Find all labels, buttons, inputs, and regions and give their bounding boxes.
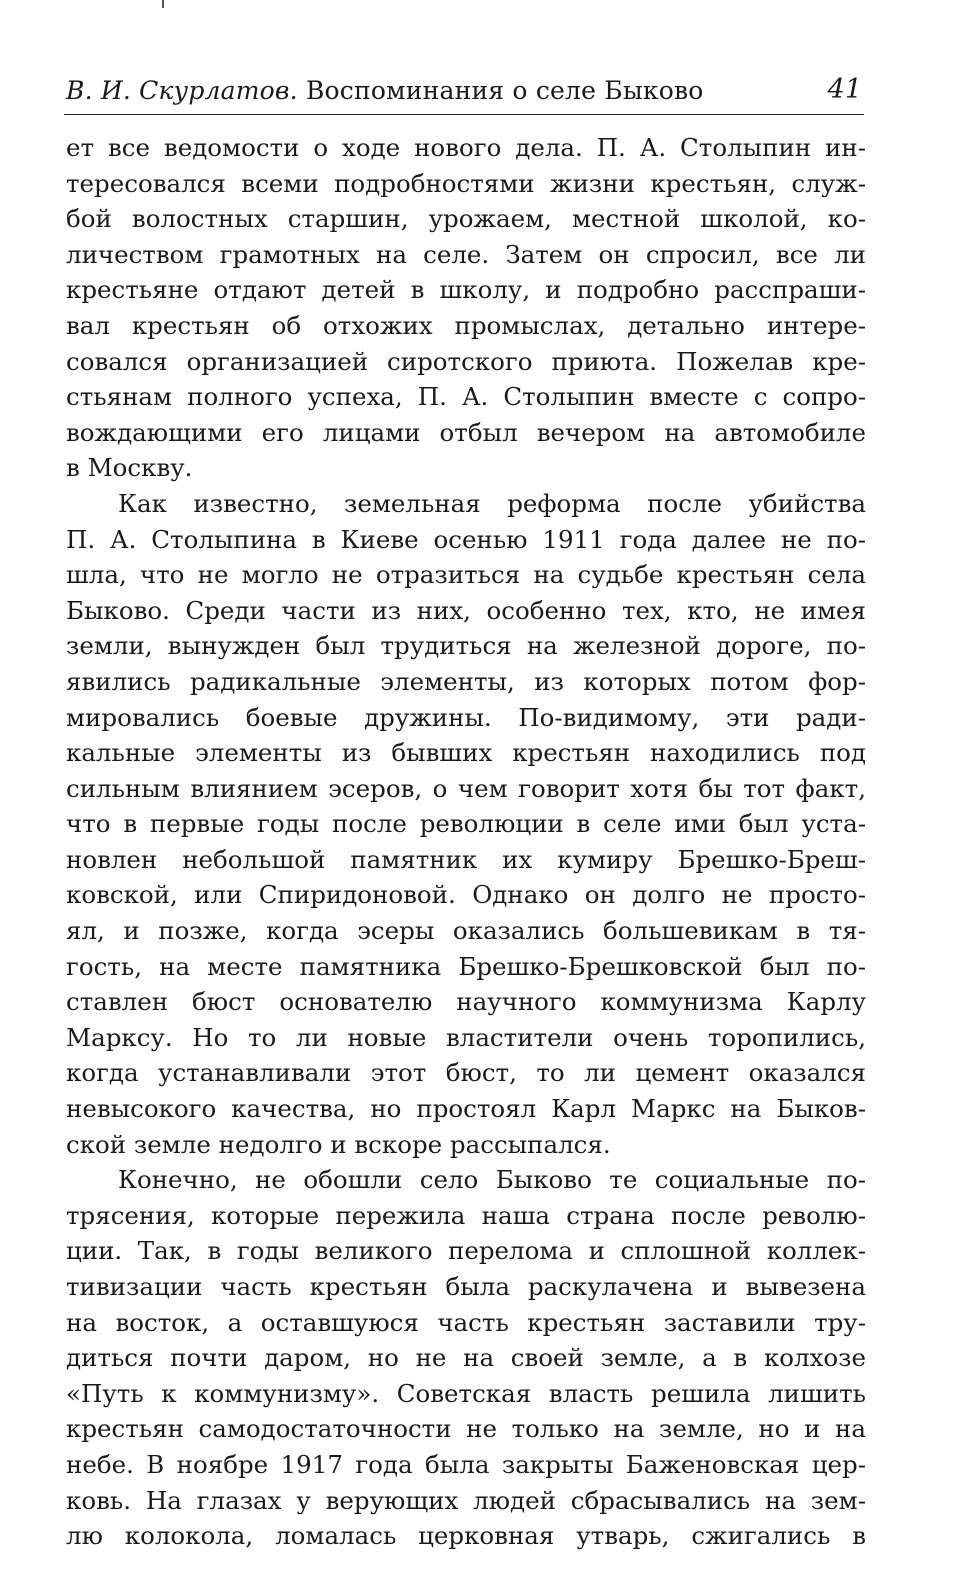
text-line: Конечно, не обошли село Быково те социальные по- bbox=[118, 1165, 866, 1195]
text-line: трясения, которые пережила наша страна после револю- bbox=[66, 1200, 866, 1230]
text-line: гость, на месте памятника Брешко-Брешковской был по- bbox=[66, 951, 866, 981]
text-line: тивизации часть крестьян была раскулачена и вывезена bbox=[66, 1272, 866, 1301]
text-line: совался организацией сиротского приюта. Пожелав кре- bbox=[66, 346, 866, 376]
text-line: ет все ведомости о ходе нового дела. П. А. Столыпин ин- bbox=[66, 133, 866, 162]
text-line: вождающими его лицами отбыл вечером на автомобиле bbox=[66, 417, 866, 447]
page-number: 41 bbox=[827, 74, 862, 105]
text-line: вал крестьян об отхожих промыслах, детально интере- bbox=[66, 310, 866, 340]
text-line: диться почти даром, но не на своей земле, а в колхозе bbox=[66, 1343, 866, 1373]
text-line: крестьян самодостаточности не только на земле, но и на bbox=[66, 1414, 866, 1444]
text-line: мировались боевые дружины. По-видимому, эти ради- bbox=[66, 702, 866, 732]
text-line: когда устанавливали этот бюст, то ли цемент оказался bbox=[66, 1058, 866, 1088]
text-line: ции. Так, в годы великого перелома и сплошной коллек- bbox=[66, 1236, 866, 1266]
text-line: что в первые годы после революции в селе ими был уста- bbox=[66, 809, 866, 839]
text-line: тересовался всеми подробностями жизни крестьян, служ- bbox=[66, 168, 866, 198]
text-line: невысокого качества, но простоял Карл Маркс на Быков- bbox=[66, 1094, 866, 1124]
text-line: явились радикальные элементы, из которых потом фор- bbox=[66, 666, 866, 696]
header-author: В. И. Скурлатов. bbox=[66, 76, 298, 105]
text-line: шла, что не могло не отразиться на судьбе крестьян села bbox=[66, 560, 866, 590]
body-text bbox=[66, 130, 866, 1554]
text-line: ковской, или Спиридоновой. Однако он долго не просто- bbox=[66, 880, 866, 910]
text-line: ставлен бюст основателю научного коммунизма Карлу bbox=[66, 987, 866, 1017]
text-line: лю колокола, ломалась церковная утварь, сжигались в bbox=[66, 1521, 866, 1551]
text-line: сильным влиянием эсеров, о чем говорит хотя бы тот факт, bbox=[66, 773, 866, 803]
text-line: земли, вынужден был трудиться на железной дороге, по- bbox=[66, 631, 866, 661]
running-header bbox=[64, 74, 864, 115]
text-line: Марксу. Но то ли новые властители очень торопились, bbox=[66, 1022, 866, 1052]
text-line: в Москву. bbox=[66, 453, 193, 483]
text-line: ковь. На глазах у верующих людей сбрасывались на зем- bbox=[66, 1485, 866, 1515]
text-line: Быково. Среди части из них, особенно тех, кто, не имея bbox=[66, 595, 866, 625]
text-line: П. А. Столыпина в Киеве осенью 1911 года далее не по- bbox=[66, 524, 866, 554]
scan-mark bbox=[162, 0, 164, 8]
text-line: стьянам полного успеха, П. А. Столыпин вместе с сопро- bbox=[66, 382, 866, 412]
text-line: бой волостных старшин, урожаем, местной школой, ко- bbox=[66, 204, 866, 234]
text-line: кальные элементы из бывших крестьян находились под bbox=[66, 738, 866, 768]
text-line: крестьяне отдают детей в школу, и подробно расспраши- bbox=[66, 275, 866, 305]
header-book-title: Воспоминания о селе Быково bbox=[305, 76, 704, 105]
text-line: на восток, а оставшуюся часть крестьян заставили тру- bbox=[66, 1307, 866, 1337]
text-line: новлен небольшой памятник их кумиру Брешко-Бреш- bbox=[66, 844, 866, 874]
text-line: «Путь к коммунизму». Советская власть решила лишить bbox=[66, 1378, 866, 1408]
text-line: ял, и позже, когда эсеры оказались большевикам в тя- bbox=[66, 916, 866, 946]
text-line: небе. В ноябре 1917 года была закрыты Баженовская цер- bbox=[66, 1449, 866, 1479]
header-title bbox=[66, 76, 704, 105]
text-line: ской земле недолго и вскоре рассыпался. bbox=[66, 1129, 611, 1159]
text-line: личеством грамотных на селе. Затем он спросил, все ли bbox=[66, 239, 866, 269]
text-line: Как известно, земельная реформа после убийства bbox=[118, 488, 866, 518]
